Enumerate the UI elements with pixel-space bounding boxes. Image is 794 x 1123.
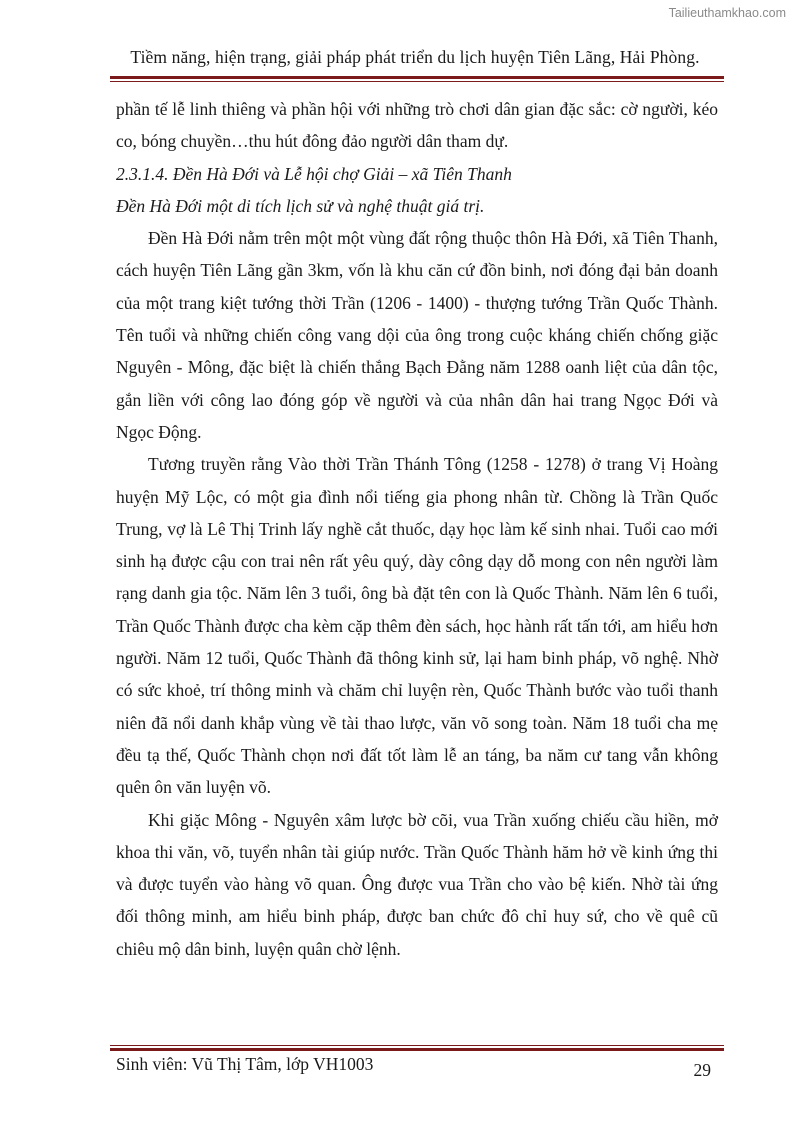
section-heading: 2.3.1.4. Đền Hà Đới và Lễ hội chợ Giải – xã Tiên Thanh	[116, 163, 512, 184]
subheading: Đền Hà Đới một di tích lịch sử và nghệ thuật giá trị.	[116, 195, 485, 216]
paragraph: Tương truyền rằng Vào thời Trần Thánh Tông (1258 - 1278) ở trang Vị Hoàng huyện Mỹ Lộc, có một gia đình nổi tiếng gia phong nhân từ. Chồng là Trần Quốc Trung, vợ là Lê Thị Trinh lấy nghề cắt thuốc, dạy học làm kế sinh nhai. Tuổi cao mới sinh hạ được cậu con trai nên rất yêu quý, dày công dạy dỗ mong con nên người làm rạng danh gia tộc. Năm lên 3 tuổi, ông bà đặt tên con là Quốc Thành. Năm lên 6 tuổi, Trần Quốc Thành được cha kèm cặp thêm đèn sách, học hành rất tấn tới, am hiểu hơn người. Năm 12 tuổi, Quốc Thành đã thông kinh sử, lại ham binh pháp, võ nghệ. Nhờ có sức khoẻ, trí thông minh và chăm chỉ luyện rèn, Quốc Thành bước vào tuổi thanh niên đã nổi danh khắp vùng về tài thao lược, văn võ song toàn. Năm 18 tuổi cha mẹ đều tạ thế, Quốc Thành chọn nơi đất tốt làm lễ an táng, ba năm cư tang vẫn không quên ôn văn luyện võ.	[116, 454, 718, 798]
page-number: 29	[693, 1060, 711, 1080]
watermark: Tailieuthamkhao.com	[668, 6, 786, 20]
paragraph: Đền Hà Đới nằm trên một một vùng đất rộng thuộc thôn Hà Đới, xã Tiên Thanh, cách huyện Tiên Lãng gần 3km, vốn là khu căn cứ đồn binh, nơi đóng đại bản doanh của một trang kiệt tướng thời Trần (1206 - 1400) - thượng tướng Trần Quốc Thành. Tên tuổi và những chiến công vang dội của ông trong cuộc kháng chiến chống giặc Nguyên - Mông, đặc biệt là chiến thắng Bạch Đằng năm 1288 oanh liệt của dân tộc, gắn liền với công lao đóng góp về người và của nhân dân hai trang Ngọc Đới và Ngọc Động.	[116, 228, 718, 442]
paragraph: Khi giặc Mông - Nguyên xâm lược bờ cõi, vua Trần xuống chiếu cầu hiền, mở khoa thi văn, võ, tuyển nhân tài giúp nước. Trần Quốc Thành hăm hở về kinh ứng thi và được tuyển vào hàng võ quan. Ông được vua Trần cho vào bệ kiến. Nhờ tài ứng đối thông minh, am hiểu binh pháp, được ban chức đô chỉ huy sứ, cho về quê cũ chiêu mộ dân binh, luyện quân chờ lệnh.	[116, 809, 718, 959]
document-body	[116, 93, 718, 965]
paragraph-continued: phần tế lễ linh thiêng và phần hội với những trò chơi dân gian đặc sắc: cờ người, kéo co, bóng chuyền…thu hút đông đảo người dân tham dự.	[116, 99, 718, 152]
footer-student: Sinh viên: Vũ Thị Tâm, lớp VH1003	[116, 1054, 374, 1074]
footer-rule	[110, 1045, 724, 1051]
page-header-title: Tiềm năng, hiện trạng, giải pháp phát triển du lịch huyện Tiên Lãng, Hải Phòng.	[130, 47, 700, 67]
header-rule	[110, 76, 724, 82]
